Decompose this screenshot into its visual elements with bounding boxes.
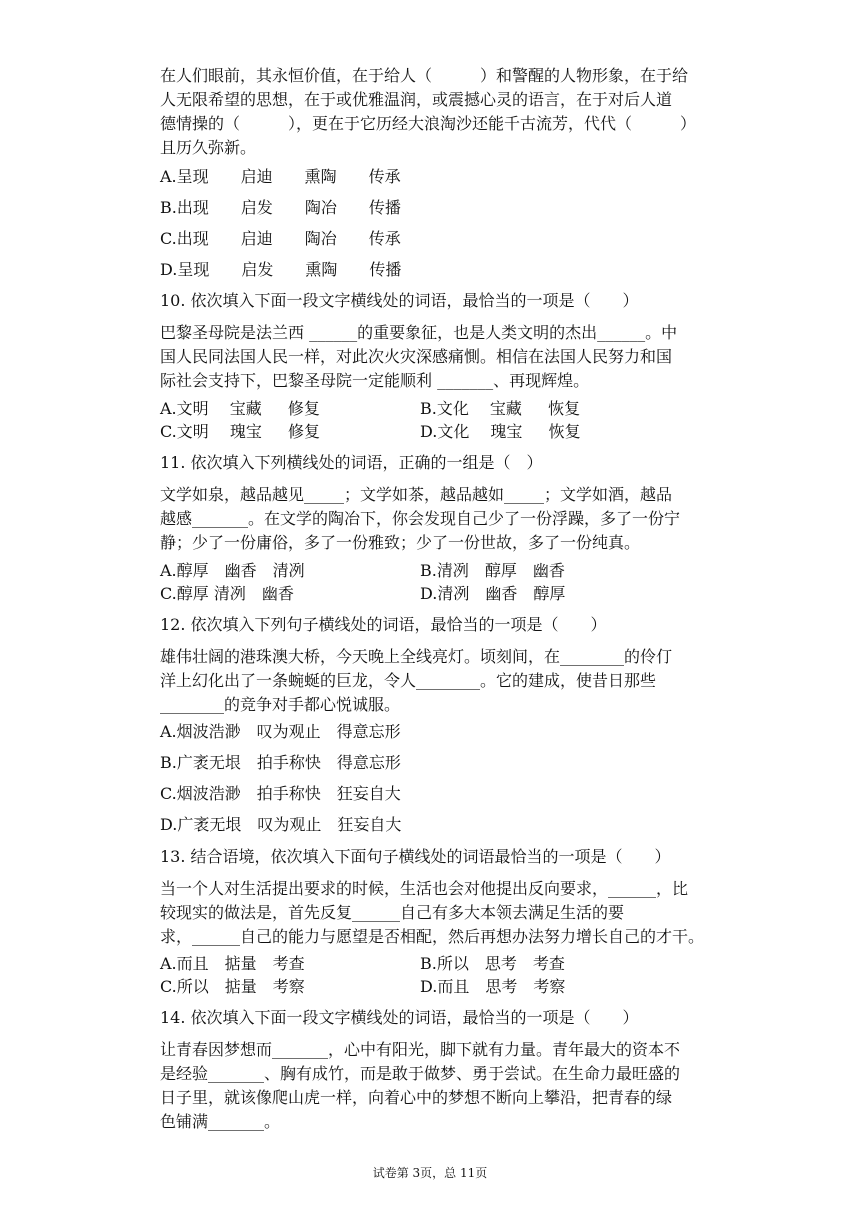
question-14-stem: 14. 依次填入下面一段文字横线处的词语，最恰当的一项是（ ） <box>160 1008 639 1027</box>
q11-text-line: 越感_______。在文学的陶冶下，你会发现自己少了一份浮躁，多了一份宁 <box>160 509 681 528</box>
q13-option-c: C.所以 掂量 考察 <box>160 977 305 996</box>
q10-option-d: D.文化 瑰宝 恢复 <box>420 422 581 441</box>
q13-option-b: B.所以 思考 考查 <box>420 954 565 973</box>
q11-text-line: 文学如泉，越品越见_____；文学如茶，越品越如_____；文学如酒，越品 <box>160 485 673 504</box>
q12-option-a: A.烟波浩渺 叹为观止 得意忘形 <box>160 722 401 741</box>
q14-text-line: 是经验_______、胸有成竹，而是敢于做梦、勇于尝试。在生命力最旺盛的 <box>160 1064 681 1083</box>
option-c: C.出现 启迪 陶冶 传承 <box>160 229 401 248</box>
option-b: B.出现 启发 陶冶 传播 <box>160 198 401 217</box>
q11-option-b: B.清冽 醇厚 幽香 <box>420 561 565 580</box>
q10-text-line: 国人民同法国人民一样，对此次火灾深感痛惻。相信在法国人民努力和国 <box>160 347 673 366</box>
q12-text-line: 雄伟壮阔的港珠澳大桥，今天晚上全线亮灯。顷刻间，在________的伶仃 <box>160 647 673 666</box>
passage-line: 且历久弥新。 <box>160 138 257 157</box>
q12-text-line: ________的竞争对手都心悦诚服。 <box>160 695 401 714</box>
question-11-stem: 11. 依次填入下列横线处的词语，正确的一组是（ ） <box>160 453 543 472</box>
q10-option-a: A.文明 宝藏 修复 <box>160 399 320 418</box>
page-footer: 试卷第 3页，总 11页 <box>372 1166 488 1180</box>
q12-option-c: C.烟波浩渺 拍手称快 狂妄自大 <box>160 784 401 803</box>
q14-text-line: 让青春因梦想而_______，心中有阳光，脚下就有力量。青年最大的资本不 <box>160 1040 681 1059</box>
q13-text-line: 当一个人对生活提出要求的时候，生活也会对他提出反向要求，______，比 <box>160 879 689 898</box>
q12-option-b: B.广袤无垠 拍手称快 得意忘形 <box>160 753 401 772</box>
passage-line: 在人们眼前，其永恒价值，在于给人（ ）和警醒的人物形象，在于给 <box>160 66 689 85</box>
question-13-stem: 13. 结合语境，依次填入下面句子横线处的词语最恰当的一项是（ ） <box>160 847 671 866</box>
q12-option-d: D.广袤无垠 叹为观止 狂妄自大 <box>160 815 402 834</box>
q13-text-line: 较现实的做法是，首先反复______自己有多大本领去满足生活的要 <box>160 903 625 922</box>
q12-text-line: 洋上幻化出了一条蜿蜒的巨龙，令人________。它的建成，使昔日那些 <box>160 671 657 690</box>
option-a: A.呈现 启迪 熏陶 传承 <box>160 167 401 186</box>
question-10-stem: 10. 依次填入下面一段文字横线处的词语，最恰当的一项是（ ） <box>160 291 639 310</box>
q13-option-a: A.而且 掂量 考查 <box>160 954 305 973</box>
question-12-stem: 12. 依次填入下列句子横线处的词语，最恰当的一项是（ ） <box>160 615 607 634</box>
q11-option-a: A.醇厚 幽香 清冽 <box>160 561 305 580</box>
q14-text-line: 色铺满_______。 <box>160 1112 281 1131</box>
q13-option-d: D.而且 思考 考察 <box>420 977 566 996</box>
q11-option-c: C.醇厚 清冽 幽香 <box>160 584 294 603</box>
q10-option-b: B.文化 宝藏 恢复 <box>420 399 581 418</box>
q11-text-line: 静；少了一份庸俗，多了一份雅致；少了一份世故，多了一份纯真。 <box>160 533 641 552</box>
q14-text-line: 日子里，就该像爬山虎一样，向着心中的梦想不断向上攀沿，把青春的绿 <box>160 1088 673 1107</box>
q10-text-line: 巴黎圣母院是法兰西 ______的重要象征，也是人类文明的杰出______。中 <box>160 323 678 342</box>
passage-line: 人无限希望的思想，在于或优雅温润，或震撼心灵的语言，在于对后人道 <box>160 90 673 109</box>
q10-text-line: 际社会支持下，巴黎圣母院一定能顺利 _______、再现辉煌。 <box>160 371 590 390</box>
q11-option-d: D.清冽 幽香 醇厚 <box>420 584 566 603</box>
passage-line: 德情操的（ ），更在于它历经大浪淘沙还能千古流芳，代代（ ） <box>160 114 697 133</box>
q10-option-c: C.文明 瑰宝 修复 <box>160 422 321 441</box>
q13-text-line: 求，______自己的能力与愿望是否相配，然后再想办法努力增长自己的才干。 <box>160 927 705 946</box>
option-d: D.呈现 启发 熏陶 传播 <box>160 260 402 279</box>
